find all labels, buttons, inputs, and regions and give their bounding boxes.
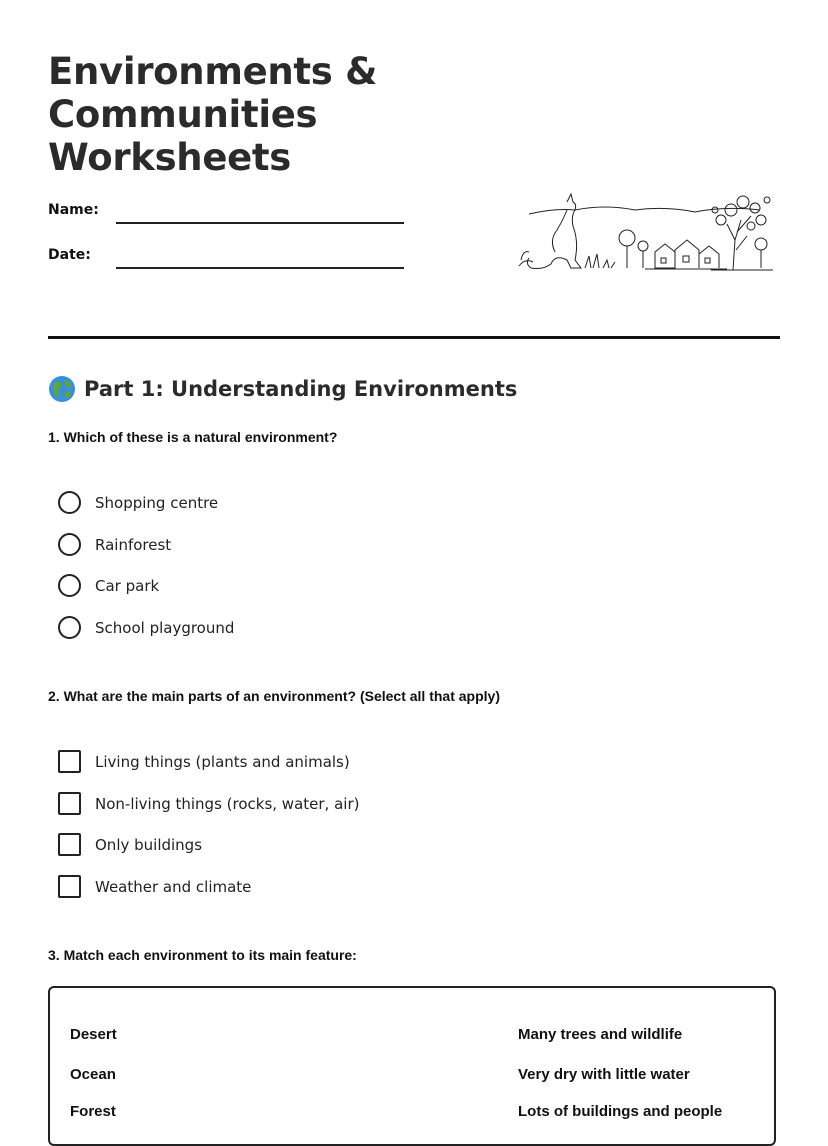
checkbox[interactable] [58, 833, 81, 856]
question-3: 3. Match each environment to its main feature: [48, 947, 357, 963]
date-field[interactable] [116, 267, 404, 269]
name-label: Name: [48, 202, 99, 218]
checkbox[interactable] [58, 750, 81, 773]
q1-option-4[interactable] [58, 616, 234, 639]
part1-heading-text: Part 1: Understanding Environments [84, 377, 518, 401]
option-label: Living things (plants and animals) [95, 752, 350, 771]
checkbox[interactable] [58, 792, 81, 815]
option-label: Only buildings [95, 835, 203, 854]
globe-icon [48, 375, 76, 403]
q2-option-2[interactable] [58, 792, 359, 815]
title-line-1: Environments & [48, 50, 378, 93]
kangaroo-landscape-illustration [515, 180, 777, 275]
option-label: Non-living things (rocks, water, air) [95, 794, 360, 813]
date-label: Date: [48, 247, 91, 263]
option-label: Rainforest [95, 535, 172, 554]
option-label: School playground [95, 618, 235, 637]
title-line-2: Communities [48, 93, 318, 136]
option-label: Car park [95, 576, 160, 595]
radio-button[interactable] [58, 533, 81, 556]
question-2: 2. What are the main parts of an environment? (Select all that apply) [48, 688, 500, 704]
q1-option-2[interactable] [58, 533, 171, 556]
match-left-item[interactable]: Forest [70, 1103, 116, 1120]
q2-option-3[interactable] [58, 833, 202, 856]
q1-option-3[interactable] [58, 574, 159, 597]
match-right-item[interactable]: Lots of buildings and people [518, 1103, 723, 1120]
radio-button[interactable] [58, 574, 81, 597]
match-left-item[interactable]: Desert [70, 1026, 117, 1043]
title-line-3: Worksheets [48, 136, 292, 179]
name-field[interactable] [116, 222, 404, 224]
q2-option-1[interactable] [58, 750, 350, 773]
option-label: Shopping centre [95, 493, 219, 512]
section-divider [48, 336, 780, 339]
radio-button[interactable] [58, 491, 81, 514]
worksheet-title [48, 50, 377, 179]
matching-box [48, 986, 776, 1146]
q2-option-4[interactable] [58, 875, 251, 898]
match-right-item[interactable]: Many trees and wildlife [518, 1026, 683, 1043]
match-left-item[interactable]: Ocean [70, 1066, 116, 1083]
option-label: Weather and climate [95, 877, 252, 896]
checkbox[interactable] [58, 875, 81, 898]
part1-heading [48, 375, 517, 403]
q1-option-1[interactable] [58, 491, 218, 514]
radio-button[interactable] [58, 616, 81, 639]
question-1: 1. Which of these is a natural environment? [48, 429, 338, 445]
match-right-item[interactable]: Very dry with little water [518, 1066, 690, 1083]
